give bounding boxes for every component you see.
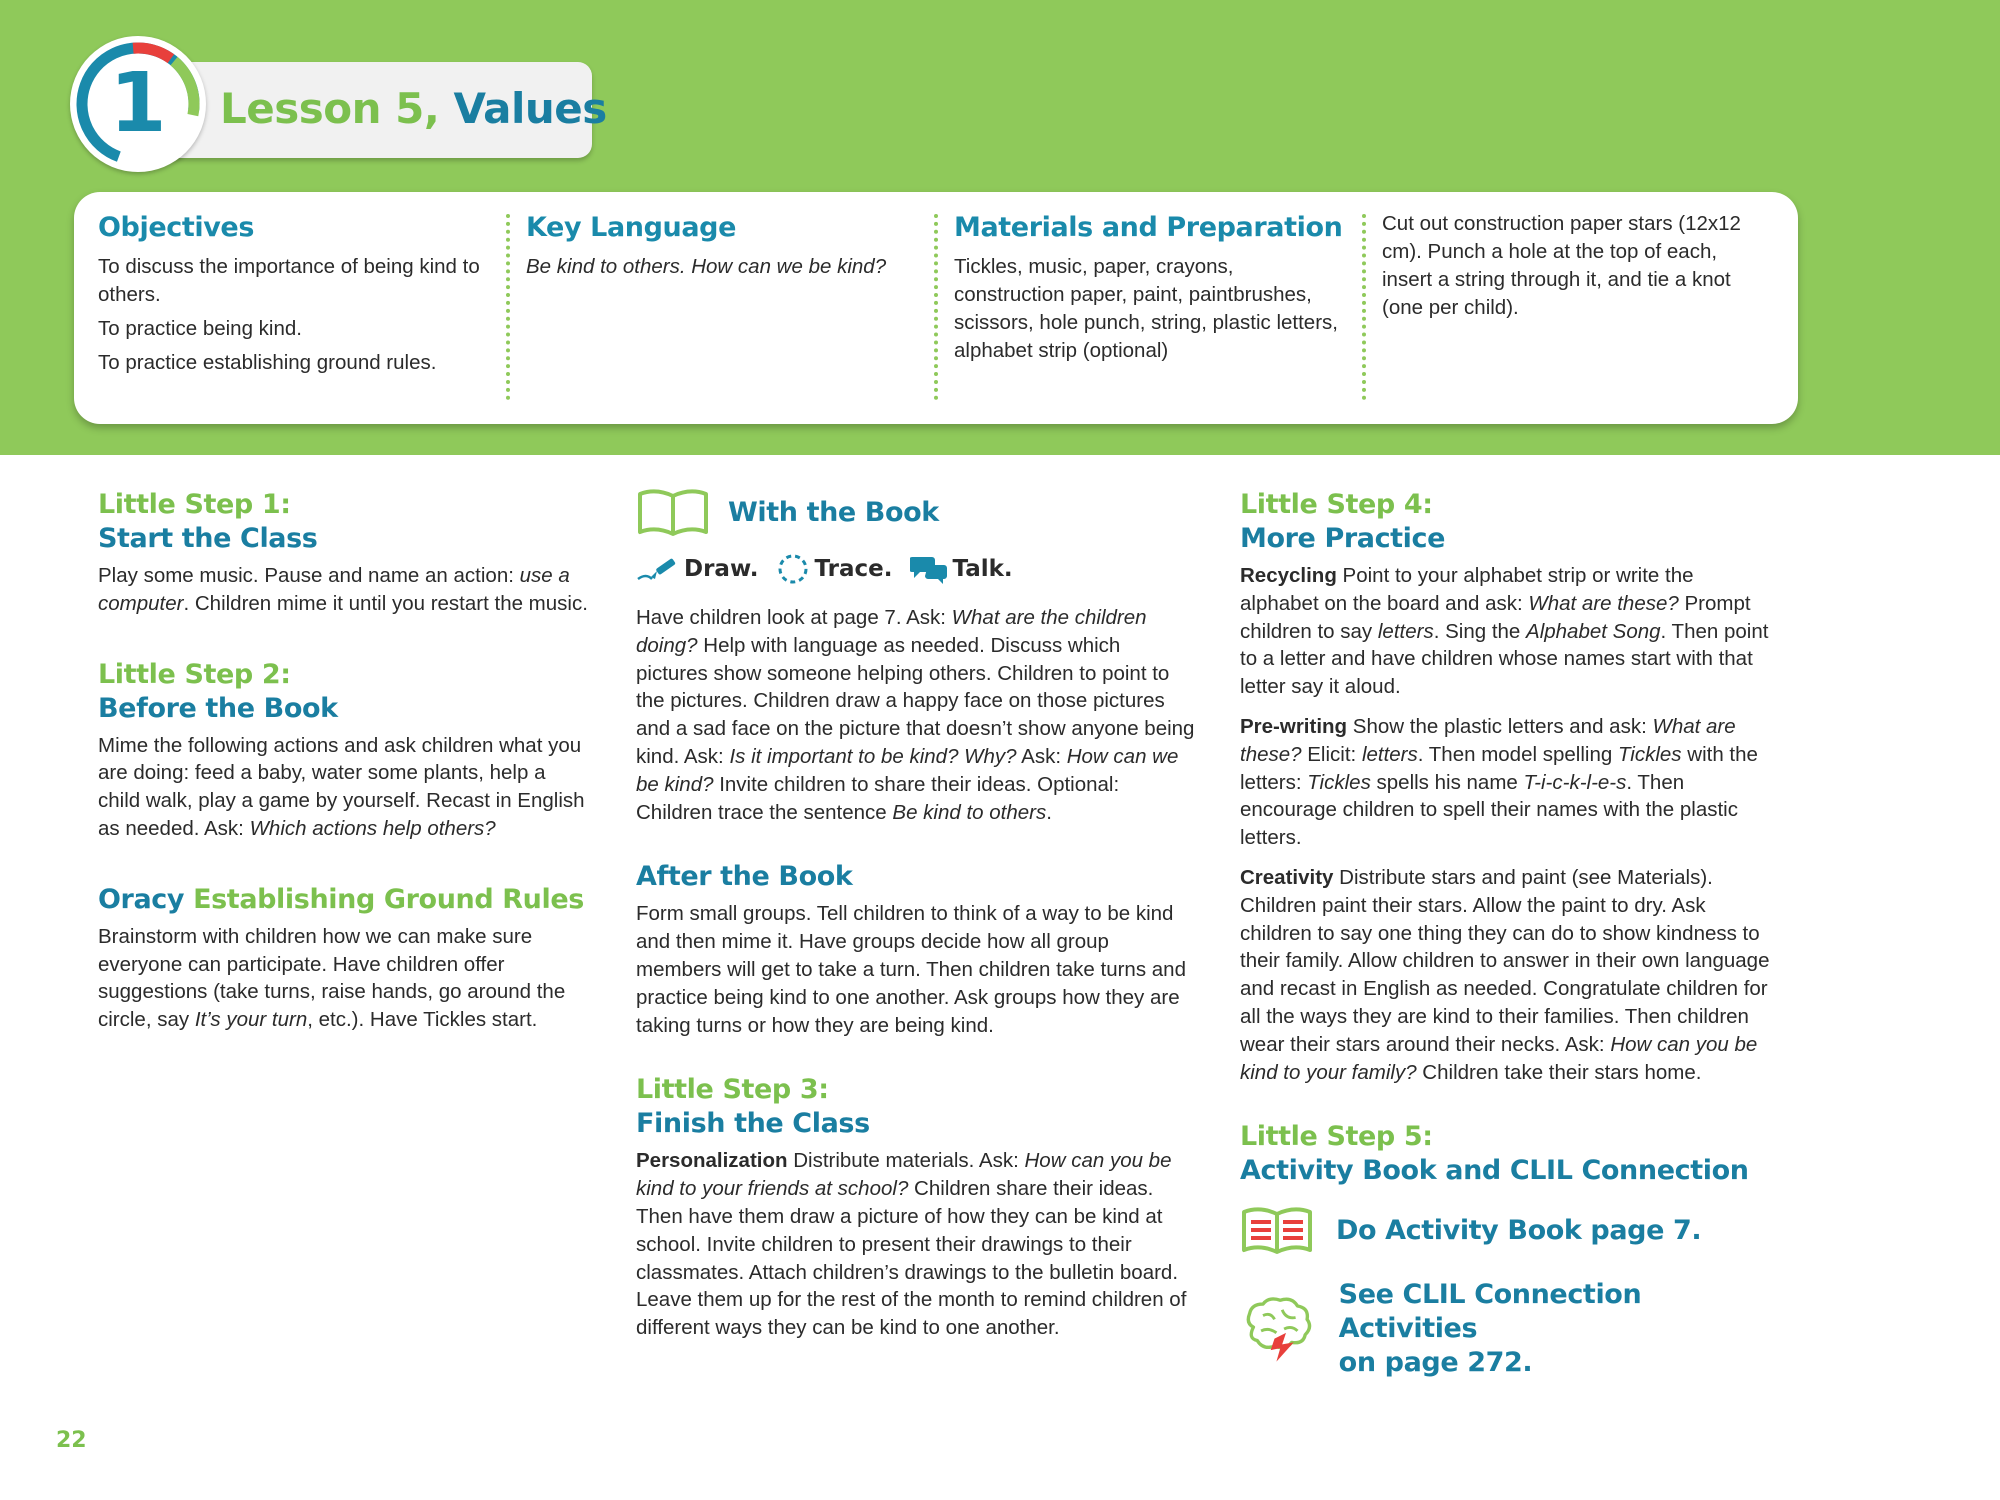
activity-label: Personalization: [636, 1149, 788, 1173]
body-text: Show the plastic letters and ask:: [1347, 714, 1653, 738]
mode-draw-label: Draw.: [684, 556, 759, 582]
body-italic: What are these?: [1240, 714, 1736, 766]
lesson-title: [220, 84, 607, 133]
body-text: Distribute materials. Ask:: [787, 1149, 1025, 1173]
body-italic: letters: [1361, 742, 1418, 766]
activity-book-icon: [1240, 1206, 1314, 1256]
body-text: . Then encourage children to spell their names with the plastic letters.: [1240, 770, 1738, 850]
clil-row: [1240, 1278, 1770, 1380]
activity-book-row: [1240, 1206, 1770, 1256]
body-italic: How can you be kind to your friends at school?: [636, 1149, 1172, 1201]
open-book-icon: [636, 488, 710, 538]
body-text: Play some music. Pause and name an action:: [98, 564, 520, 587]
step-label: Little Step 3:: [636, 1074, 829, 1106]
preparation-text: Cut out construction paper stars (12x12 cm). Punch a hole at the top of each, insert a string through it, and tie a knot (one per child).: [1382, 212, 1741, 319]
body-text: Children share their ideas. Then have them draw a picture of how they can be kind at school. Invite children to present their drawings to their classmates. Attach children’s drawings to the bulletin board. Leave them up for the rest of the month to remind children of different ways they can be kind to one another.: [636, 1177, 1187, 1340]
column-right: [1240, 488, 1770, 1420]
body-text: Help with language as needed. Discuss which pictures show someone helping others. Children to point to the pictures. Children draw a happy face on those pictures and a sad face on the picture that doesn’t show anyone being kind. Ask:: [636, 633, 1195, 768]
after-the-book: [636, 860, 1196, 1039]
body-text: Form small groups. Tell children to think of a way to be kind and then mime it. Have groups decide how all group members will get to take a turn. Then children take turns and practice being kind to one another. Ask groups how they are taking turns or how they are being kind.: [636, 902, 1186, 1037]
step-title: Before the Book: [98, 692, 338, 724]
activity-label: Recycling: [1240, 564, 1337, 587]
section-title: With the Book: [728, 497, 939, 528]
step-label: Little Step 5:: [1240, 1121, 1433, 1153]
objectives-heading: Objectives: [98, 212, 254, 243]
page-number: 22: [56, 1428, 87, 1453]
body-text: Distribute stars and paint (see Materials). Children paint their stars. Allow the paint to dry. Ask children to say one thing they can do to show kindness to their family. Allow children to answer in their own language and recast in English as needed. Congratulate children for all the ways they are kind to their families. Then children wear their stars around their necks. Ask:: [1240, 865, 1770, 1056]
creativity-paragraph: [1240, 864, 1770, 1086]
body-text: with the letters:: [1240, 742, 1758, 794]
panel-divider: [506, 214, 510, 400]
lesson-name: Values: [453, 84, 607, 133]
panel-divider: [1362, 214, 1366, 400]
objective-item: To discuss the importance of being kind to others.: [98, 255, 480, 306]
activity-modes: [636, 552, 1196, 586]
body-italic: Is it important to be kind? Why?: [729, 744, 1017, 768]
body-text: Ask:: [1016, 744, 1067, 768]
mode-talk: [910, 553, 1012, 585]
body-italic: It’s your turn: [194, 1008, 308, 1032]
body-italic: letters: [1377, 619, 1434, 643]
pencil-icon: [636, 555, 680, 583]
body-italic: How can we be kind?: [636, 744, 1179, 796]
step-title: Finish the Class: [636, 1108, 870, 1140]
little-step-3: [636, 1073, 1196, 1342]
mode-draw: [636, 555, 758, 583]
column-middle: [636, 488, 1196, 1382]
body-italic: use a computer: [98, 564, 570, 615]
oracy-title: Establishing Ground Rules: [193, 883, 584, 915]
body-italic: Alphabet Song: [1526, 619, 1661, 643]
mode-talk-label: Talk.: [952, 556, 1013, 582]
step-title: More Practice: [1240, 523, 1446, 554]
brain-icon: [1240, 1293, 1317, 1365]
clil-line: See CLIL Connection Activities: [1338, 1279, 1642, 1345]
step-label: Little Step 4:: [1240, 489, 1433, 520]
step-title: Activity Book and CLIL Connection: [1240, 1155, 1749, 1187]
body-text: Invite children to share their ideas. Optional: Children trace the sentence: [636, 772, 1120, 824]
objective-item: To practice being kind.: [98, 317, 302, 340]
activity-book-text: Do Activity Book page 7.: [1336, 1215, 1702, 1247]
body-text: Elicit:: [1301, 742, 1362, 766]
little-step-1: [98, 488, 593, 618]
body-italic: Tickles: [1617, 742, 1682, 766]
objectives-panel: [74, 192, 1798, 424]
unit-badge: [70, 36, 206, 172]
oracy-label: Oracy: [98, 883, 185, 915]
activity-label: Pre-writing: [1240, 714, 1348, 738]
body-text: , etc.). Have Tickles start.: [307, 1008, 538, 1032]
step-label: Little Step 1:: [98, 489, 291, 520]
oracy-section: [98, 883, 593, 1034]
materials-text: Tickles, music, paper, crayons, construction paper, paint, paintbrushes, scissors, hole punch, string, plastic letters, alphabet strip (optional): [954, 255, 1338, 362]
key-language-text: Be kind to others. How can we be kind?: [526, 255, 887, 278]
body-italic: Tickles: [1307, 770, 1371, 794]
objectives-section: [98, 212, 498, 408]
body-italic: How can you be kind to your family?: [1240, 1032, 1758, 1084]
recycling-paragraph: [1240, 562, 1770, 701]
body-italic: Which actions help others?: [249, 816, 496, 840]
clil-line: on page 272.: [1338, 1347, 1533, 1379]
body-text: Brainstorm with children how we can make sure everyone can participate. Have children offer suggestions (take turns, raise hands, go around the circle, say: [98, 924, 566, 1032]
with-the-book: [636, 488, 1196, 826]
body-text: . Then model spelling: [1417, 742, 1618, 766]
materials-section: [954, 212, 1344, 408]
speech-bubbles-icon: [910, 553, 948, 585]
lesson-title-pill: [150, 62, 607, 158]
body-text: . Then point to a letter and have children whose names start with that letter say it aloud.: [1240, 619, 1769, 699]
key-language-section: [526, 212, 926, 408]
body-italic: What are the children doing?: [636, 606, 1147, 657]
body-text: . Sing the: [1433, 619, 1527, 643]
body-italic: Be kind to others: [892, 800, 1047, 824]
unit-number: 1: [109, 56, 167, 151]
step-label: Little Step 2:: [98, 658, 291, 690]
mode-trace-label: Trace.: [814, 556, 893, 582]
little-step-2: [98, 658, 593, 843]
body-text: . Children mime it until you restart the music.: [183, 591, 588, 615]
body-italic: What are these?: [1528, 591, 1679, 615]
activity-label: Creativity: [1240, 865, 1334, 889]
little-step-4: [1240, 488, 1770, 1086]
trace-circle-icon: [776, 552, 810, 586]
body-text: Children take their stars home.: [1416, 1060, 1702, 1084]
body-text: Point to your alphabet strip or write the alphabet on the board and ask:: [1240, 564, 1694, 615]
column-left: [98, 488, 593, 1074]
section-title: After the Book: [636, 861, 853, 893]
panel-divider: [934, 214, 938, 400]
objective-item: To practice establishing ground rules.: [98, 351, 437, 374]
body-text: Prompt children to say: [1240, 591, 1751, 643]
clil-text: [1339, 1278, 1770, 1380]
prewriting-paragraph: [1240, 713, 1770, 852]
materials-heading: Materials and Preparation: [954, 212, 1343, 243]
mode-trace: [776, 552, 892, 586]
preparation-section: [1382, 210, 1772, 406]
body-text: Have children look at page 7. Ask:: [636, 606, 952, 629]
key-language-heading: Key Language: [526, 212, 737, 243]
body-text: Mime the following actions and ask children what you are doing: feed a baby, water some plants, help a child walk, play a game by yourself. Recast in English as needed. Ask:: [98, 733, 585, 840]
lesson-prefix: Lesson 5,: [220, 84, 440, 133]
body-text: .: [1046, 800, 1052, 824]
little-step-5: [1240, 1120, 1770, 1380]
step-title: Start the Class: [98, 523, 318, 554]
body-text: spells his name: [1370, 770, 1524, 794]
body-italic: T-i-c-k-l-e-s: [1523, 770, 1627, 794]
oracy-heading: [98, 883, 593, 917]
